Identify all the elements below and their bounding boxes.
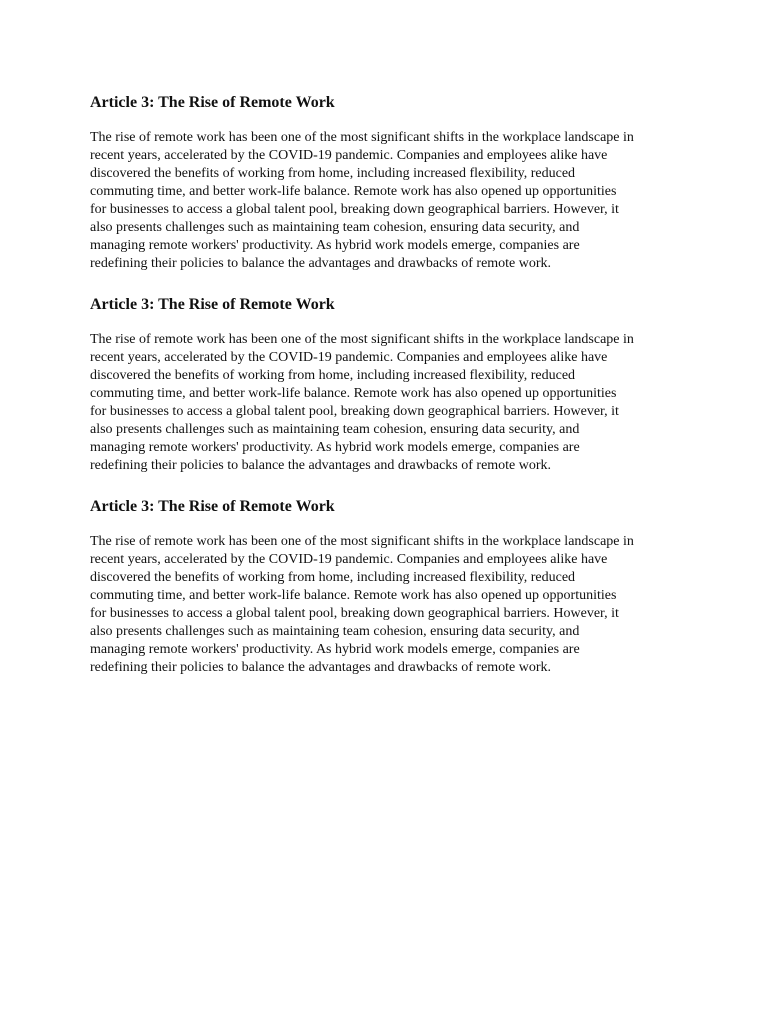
body-line: The rise of remote work has been one of the most significant shifts in the workplace landscape in (90, 534, 634, 549)
body-line: redefining their policies to balance the advantages and drawbacks of remote work. (90, 660, 552, 675)
article-title: Article 3: The Rise of Remote Work (90, 94, 335, 111)
body-line: for businesses to access a global talent pool, breaking down geographical barriers. However, it (90, 202, 619, 217)
body-line: redefining their policies to balance the advantages and drawbacks of remote work. (90, 458, 552, 473)
article (90, 497, 690, 677)
body-line: recent years, accelerated by the COVID-19 pandemic. Companies and employees alike have (90, 552, 608, 567)
body-line: for businesses to access a global talent pool, breaking down geographical barriers. However, it (90, 404, 619, 419)
body-line: managing remote workers' productivity. As hybrid work models emerge, companies are (90, 238, 580, 253)
body-line: discovered the benefits of working from home, including increased flexibility, reduced (90, 166, 576, 181)
body-line: managing remote workers' productivity. As hybrid work models emerge, companies are (90, 642, 580, 657)
body-line: discovered the benefits of working from home, including increased flexibility, reduced (90, 570, 576, 585)
article-body (90, 331, 690, 475)
document-page (90, 93, 690, 699)
article-body (90, 129, 690, 273)
body-line: managing remote workers' productivity. As hybrid work models emerge, companies are (90, 440, 580, 455)
article (90, 93, 690, 273)
article-title: Article 3: The Rise of Remote Work (90, 498, 335, 515)
body-line: The rise of remote work has been one of the most significant shifts in the workplace landscape in (90, 332, 634, 347)
article (90, 295, 690, 475)
body-line: also presents challenges such as maintaining team cohesion, ensuring data security, and (90, 220, 580, 235)
article-body (90, 533, 690, 677)
body-line: for businesses to access a global talent pool, breaking down geographical barriers. However, it (90, 606, 619, 621)
body-line: also presents challenges such as maintaining team cohesion, ensuring data security, and (90, 422, 580, 437)
body-line: recent years, accelerated by the COVID-19 pandemic. Companies and employees alike have (90, 148, 608, 163)
body-line: commuting time, and better work-life balance. Remote work has also opened up opportunities (90, 184, 617, 199)
body-line: also presents challenges such as maintaining team cohesion, ensuring data security, and (90, 624, 580, 639)
body-line: redefining their policies to balance the advantages and drawbacks of remote work. (90, 256, 552, 271)
body-line: commuting time, and better work-life balance. Remote work has also opened up opportunities (90, 386, 617, 401)
article-title: Article 3: The Rise of Remote Work (90, 296, 335, 313)
body-line: discovered the benefits of working from home, including increased flexibility, reduced (90, 368, 576, 383)
body-line: recent years, accelerated by the COVID-19 pandemic. Companies and employees alike have (90, 350, 608, 365)
body-line: commuting time, and better work-life balance. Remote work has also opened up opportunities (90, 588, 617, 603)
body-line: The rise of remote work has been one of the most significant shifts in the workplace landscape in (90, 130, 634, 145)
